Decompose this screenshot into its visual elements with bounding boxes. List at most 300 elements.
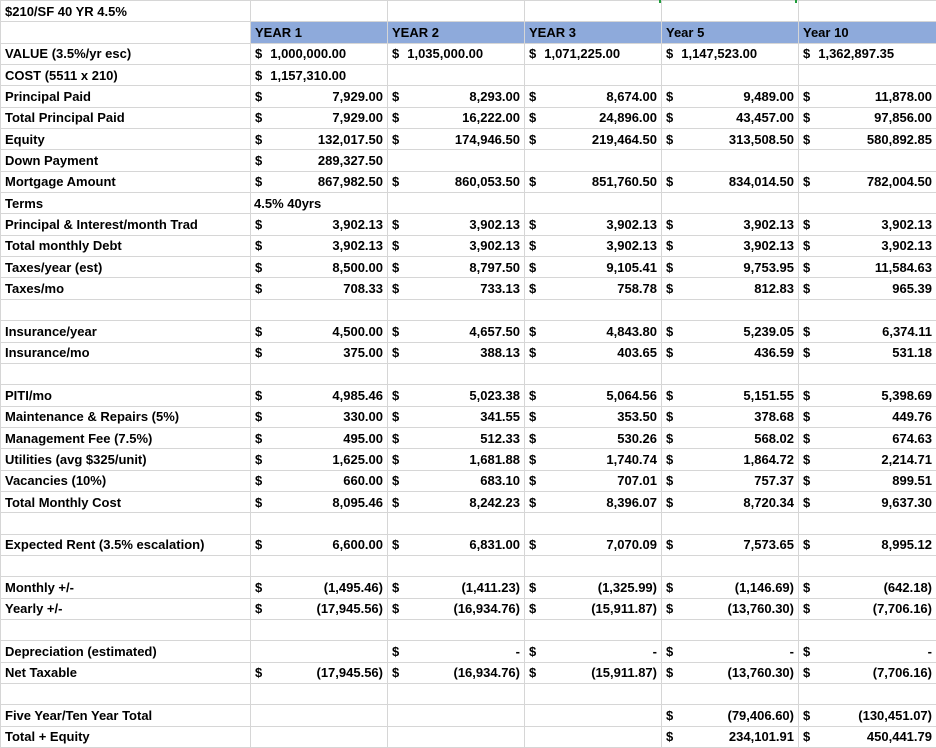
value-cell[interactable] [525,278,662,299]
value-cell[interactable] [388,449,525,470]
row-label[interactable]: Equity [1,129,251,150]
value-cell[interactable] [525,107,662,128]
empty-cell[interactable] [525,299,662,320]
value-cell[interactable] [388,129,525,150]
value-cell[interactable] [251,321,388,342]
empty-cell[interactable] [662,619,799,640]
column-header-year-3[interactable]: YEAR 3 [525,22,662,43]
empty-cell[interactable] [799,619,936,640]
amount: (1,411.23) [461,579,520,595]
value-cell[interactable] [388,43,525,64]
currency-value [529,44,657,63]
value-cell[interactable] [525,257,662,278]
value-cell[interactable] [525,577,662,598]
row-label[interactable]: Total + Equity [1,726,251,747]
currency-symbol: $ [529,110,537,126]
row-label[interactable]: Principal & Interest/month Trad [1,214,251,235]
amount: 2,214.71 [881,451,932,467]
value-cell[interactable] [799,235,936,256]
row-label[interactable] [1,619,251,640]
row-label[interactable]: Yearly +/- [1,598,251,619]
value-cell[interactable] [662,321,799,342]
currency-symbol: $ [392,217,400,233]
row-label[interactable]: Depreciation (estimated) [1,641,251,662]
currency-symbol: $ [392,110,400,126]
currency-value [392,407,520,426]
value-cell[interactable] [662,406,799,427]
value-cell[interactable] [251,278,388,299]
value-cell[interactable] [251,534,388,555]
empty-cell[interactable] [799,65,936,86]
currency-value [392,279,520,298]
currency-value [803,215,932,234]
value-cell[interactable] [388,171,525,192]
currency-value [666,386,794,405]
empty-cell[interactable] [388,705,525,726]
value-cell[interactable] [251,86,388,107]
value-cell[interactable] [799,321,936,342]
currency-value [666,279,794,298]
value-cell[interactable] [662,449,799,470]
empty-cell[interactable] [251,684,388,705]
row-label[interactable]: Taxes/year (est) [1,257,251,278]
value-cell[interactable] [251,342,388,363]
value-cell[interactable] [251,385,388,406]
row-label[interactable]: Maintenance & Repairs (5%) [1,406,251,427]
currency-symbol: $ [803,259,811,275]
value-cell[interactable] [662,214,799,235]
value-cell[interactable] [799,214,936,235]
value-cell[interactable] [525,43,662,64]
empty-cell[interactable] [662,684,799,705]
row-label[interactable]: Insurance/mo [1,342,251,363]
empty-cell[interactable] [525,555,662,576]
value-cell[interactable] [251,107,388,128]
value-cell[interactable] [799,86,936,107]
value-cell[interactable] [799,129,936,150]
amount: 388.13 [480,345,520,361]
currency-value [255,108,383,127]
currency-value [666,322,794,341]
row-label[interactable]: COST (5511 x 210) [1,65,251,86]
table-row [1,534,936,555]
value-cell[interactable] [662,129,799,150]
value-cell[interactable] [799,342,936,363]
empty-cell[interactable] [799,193,936,214]
value-cell[interactable] [799,577,936,598]
currency-value [392,642,520,661]
amount: 234,101.91 [728,729,794,745]
value-cell[interactable] [525,321,662,342]
amount: 660.00 [343,473,383,489]
currency-value [392,87,520,106]
row-label[interactable]: Total monthly Debt [1,235,251,256]
currency-value [529,87,657,106]
row-label[interactable]: Mortgage Amount [1,171,251,192]
empty-cell[interactable] [251,726,388,747]
value-cell[interactable] [662,278,799,299]
empty-cell[interactable] [388,619,525,640]
value-cell[interactable] [662,171,799,192]
value-cell[interactable] [799,449,936,470]
value-cell[interactable] [799,385,936,406]
table-row [1,385,936,406]
row-label[interactable]: Five Year/Ten Year Total [1,705,251,726]
currency-symbol: $ [803,473,811,489]
value-cell[interactable] [525,449,662,470]
value-cell[interactable] [388,427,525,448]
empty-cell[interactable] [662,1,799,22]
row-label[interactable]: Net Taxable [1,662,251,683]
currency-symbol: $ [666,345,674,361]
currency-symbol: $ [529,409,537,425]
empty-cell[interactable] [388,150,525,171]
value-cell[interactable] [662,107,799,128]
amount: 8,797.50 [469,259,520,275]
value-cell[interactable] [799,427,936,448]
amount: 530.26 [617,430,657,446]
sheet-title[interactable]: $210/SF 40 YR 4.5% [1,1,251,22]
amount: 5,239.05 [743,323,794,339]
value-cell[interactable] [388,385,525,406]
value-cell[interactable] [388,406,525,427]
value-cell[interactable] [525,406,662,427]
value-cell[interactable] [799,470,936,491]
value-cell[interactable] [251,598,388,619]
empty-cell[interactable] [662,193,799,214]
value-cell[interactable] [525,598,662,619]
value-cell[interactable] [799,662,936,683]
value-cell[interactable] [662,491,799,512]
amount: 580,892.85 [866,131,932,147]
empty-cell[interactable] [799,684,936,705]
empty-cell[interactable] [388,193,525,214]
amount: 289,327.50 [317,153,383,169]
row-label[interactable]: Total Monthly Cost [1,491,251,512]
value-cell[interactable] [525,235,662,256]
value-cell[interactable] [662,257,799,278]
value-cell[interactable] [251,65,388,86]
value-cell[interactable] [251,427,388,448]
value-cell[interactable] [662,598,799,619]
value-cell[interactable] [799,171,936,192]
value-cell[interactable] [525,534,662,555]
empty-cell[interactable] [388,684,525,705]
empty-cell[interactable] [662,513,799,534]
value-cell[interactable] [388,86,525,107]
amount: 8,293.00 [469,89,520,105]
empty-cell[interactable] [251,641,388,662]
column-header-year-2[interactable]: YEAR 2 [388,22,525,43]
value-cell[interactable] [525,342,662,363]
row-label[interactable]: Expected Rent (3.5% escalation) [1,534,251,555]
value-cell[interactable] [799,534,936,555]
row-label[interactable] [1,684,251,705]
value-cell[interactable] [388,321,525,342]
column-header-year-10[interactable]: Year 10 [799,22,936,43]
empty-cell[interactable] [525,705,662,726]
empty-cell[interactable] [251,1,388,22]
currency-value [255,130,383,149]
value-cell[interactable] [388,257,525,278]
empty-cell[interactable] [388,1,525,22]
row-label[interactable]: Principal Paid [1,86,251,107]
value-cell[interactable] [662,641,799,662]
value-cell[interactable] [525,129,662,150]
value-cell[interactable] [662,534,799,555]
value-cell[interactable] [662,427,799,448]
empty-cell[interactable] [251,363,388,384]
amount: 43,457.00 [736,110,794,126]
value-cell[interactable] [251,171,388,192]
currency-value [666,493,794,512]
value-cell[interactable] [525,491,662,512]
empty-cell[interactable] [251,513,388,534]
amount: 353.50 [617,409,657,425]
value-cell[interactable] [662,235,799,256]
amount: (7,706.16) [872,601,932,617]
row-label[interactable]: Utilities (avg $325/unit) [1,449,251,470]
value-cell[interactable] [251,43,388,64]
value-cell[interactable] [662,86,799,107]
table-row [1,577,936,598]
empty-cell[interactable] [799,363,936,384]
empty-cell[interactable] [525,150,662,171]
currency-symbol: $ [529,537,537,553]
value-cell[interactable] [525,86,662,107]
currency-value [803,386,932,405]
empty-cell[interactable] [251,555,388,576]
row-label[interactable]: Down Payment [1,150,251,171]
value-cell[interactable] [799,641,936,662]
empty-cell[interactable] [525,513,662,534]
value-cell[interactable] [251,491,388,512]
value-cell[interactable] [525,662,662,683]
currency-symbol: $ [392,494,400,510]
empty-cell[interactable] [525,363,662,384]
currency-symbol: $ [666,708,674,724]
value-cell[interactable] [388,491,525,512]
currency-symbol: $ [392,643,400,659]
amount: 11,584.63 [874,259,932,275]
value-cell[interactable] [388,107,525,128]
value-cell[interactable] [662,342,799,363]
value-cell[interactable] [799,406,936,427]
currency-symbol: $ [255,537,263,553]
currency-symbol: $ [803,708,811,724]
row-label[interactable]: Taxes/mo [1,278,251,299]
value-cell[interactable] [662,385,799,406]
empty-cell[interactable] [388,555,525,576]
table-row [1,299,936,320]
empty-cell[interactable] [525,65,662,86]
value-cell[interactable] [251,406,388,427]
currency-value [666,471,794,490]
empty-cell[interactable] [525,726,662,747]
currency-value [529,279,657,298]
value-cell[interactable] [388,641,525,662]
value-cell[interactable] [799,43,936,64]
amount: 531.18 [892,345,932,361]
empty-cell[interactable] [799,513,936,534]
value-cell[interactable] [525,427,662,448]
currency-value [803,727,932,746]
value-cell[interactable] [662,470,799,491]
currency-symbol: $ [255,89,263,105]
empty-cell[interactable] [799,555,936,576]
value-cell[interactable] [662,43,799,64]
value-cell[interactable] [251,470,388,491]
row-label[interactable]: VALUE (3.5%/yr esc) [1,43,251,64]
value-cell[interactable] [525,470,662,491]
row-label[interactable]: Monthly +/- [1,577,251,598]
currency-symbol: $ [255,281,263,297]
empty-cell[interactable] [525,193,662,214]
row-label[interactable] [1,555,251,576]
value-cell[interactable] [662,726,799,747]
amount: (17,945.56) [316,665,383,681]
currency-symbol: $ [255,131,263,147]
empty-cell[interactable] [525,684,662,705]
empty-cell[interactable] [525,619,662,640]
table-row [1,65,936,86]
amount: 7,929.00 [332,110,383,126]
sheet-edge-marker [659,0,661,3]
row-label[interactable] [1,299,251,320]
currency-symbol: $ [392,131,400,147]
table-row [1,107,936,128]
currency-symbol: $ [666,238,674,254]
empty-cell[interactable] [662,299,799,320]
currency-value [529,642,657,661]
empty-cell[interactable] [388,65,525,86]
empty-cell[interactable] [388,726,525,747]
value-cell[interactable] [251,577,388,598]
currency-value [666,44,794,63]
empty-cell[interactable] [662,363,799,384]
table-row [1,342,936,363]
currency-symbol: $ [255,387,263,403]
currency-symbol: $ [255,67,263,83]
value-cell[interactable] [525,214,662,235]
value-cell[interactable] [251,235,388,256]
empty-cell[interactable] [799,1,936,22]
value-cell[interactable] [525,385,662,406]
amount: 9,489.00 [743,89,794,105]
currency-value [255,215,383,234]
currency-symbol: $ [529,473,537,489]
value-cell[interactable] [251,662,388,683]
value-cell[interactable] [388,235,525,256]
currency-value [803,706,932,725]
table-row [1,214,936,235]
value-cell[interactable] [799,107,936,128]
currency-symbol: $ [255,238,263,254]
empty-cell[interactable] [662,150,799,171]
value-cell[interactable] [525,641,662,662]
value-cell[interactable] [799,257,936,278]
currency-symbol: $ [392,473,400,489]
value-cell[interactable] [799,705,936,726]
value-cell[interactable] [799,491,936,512]
value-cell[interactable] [388,598,525,619]
value-cell[interactable] [388,662,525,683]
empty-cell[interactable] [388,299,525,320]
amount: 733.13 [480,281,520,297]
row-label[interactable]: Management Fee (7.5%) [1,427,251,448]
value-cell[interactable] [799,278,936,299]
value-cell[interactable] [388,214,525,235]
value-cell[interactable] [799,726,936,747]
value-cell[interactable] [799,598,936,619]
row-label[interactable]: Total Principal Paid [1,107,251,128]
currency-value [529,599,657,618]
row-label[interactable] [1,513,251,534]
currency-value [803,130,932,149]
value-cell[interactable] [388,577,525,598]
currency-value [666,87,794,106]
empty-cell[interactable] [251,299,388,320]
empty-cell[interactable] [662,65,799,86]
value-cell[interactable] [251,257,388,278]
empty-cell[interactable] [799,150,936,171]
value-cell[interactable] [388,278,525,299]
value-cell[interactable] [525,171,662,192]
row-label[interactable]: Terms [1,193,251,214]
currency-value [529,471,657,490]
value-cell[interactable] [388,342,525,363]
amount: (15,911.87) [591,601,657,617]
empty-cell[interactable] [799,299,936,320]
currency-value [803,642,932,661]
row-label[interactable]: Insurance/year [1,321,251,342]
currency-value [392,599,520,618]
value-cell[interactable] [251,150,388,171]
currency-symbol: $ [666,430,674,446]
empty-cell[interactable] [525,1,662,22]
empty-cell[interactable] [388,513,525,534]
value-cell[interactable] [388,470,525,491]
currency-symbol: $ [392,451,400,467]
currency-value [392,44,520,63]
value-cell[interactable] [662,662,799,683]
currency-value [255,450,383,469]
value-cell[interactable] [662,705,799,726]
value-cell[interactable] [388,534,525,555]
currency-value [255,258,383,277]
empty-cell[interactable] [1,22,251,43]
empty-cell[interactable] [662,555,799,576]
empty-cell[interactable] [251,705,388,726]
value-cell[interactable] [251,214,388,235]
value-cell[interactable] [662,577,799,598]
text-cell[interactable]: 4.5% 40yrs [251,193,388,214]
value-cell[interactable] [251,129,388,150]
row-label[interactable]: Vacancies (10%) [1,470,251,491]
amount: 683.10 [480,473,520,489]
row-label[interactable]: PITI/mo [1,385,251,406]
currency-symbol: $ [255,217,263,233]
currency-symbol: $ [529,281,537,297]
value-cell[interactable] [251,449,388,470]
column-header-year-1[interactable]: YEAR 1 [251,22,388,43]
empty-cell[interactable] [388,363,525,384]
column-header-year-5[interactable]: Year 5 [662,22,799,43]
empty-cell[interactable] [251,619,388,640]
table-row [1,406,936,427]
currency-value [666,407,794,426]
row-label[interactable] [1,363,251,384]
